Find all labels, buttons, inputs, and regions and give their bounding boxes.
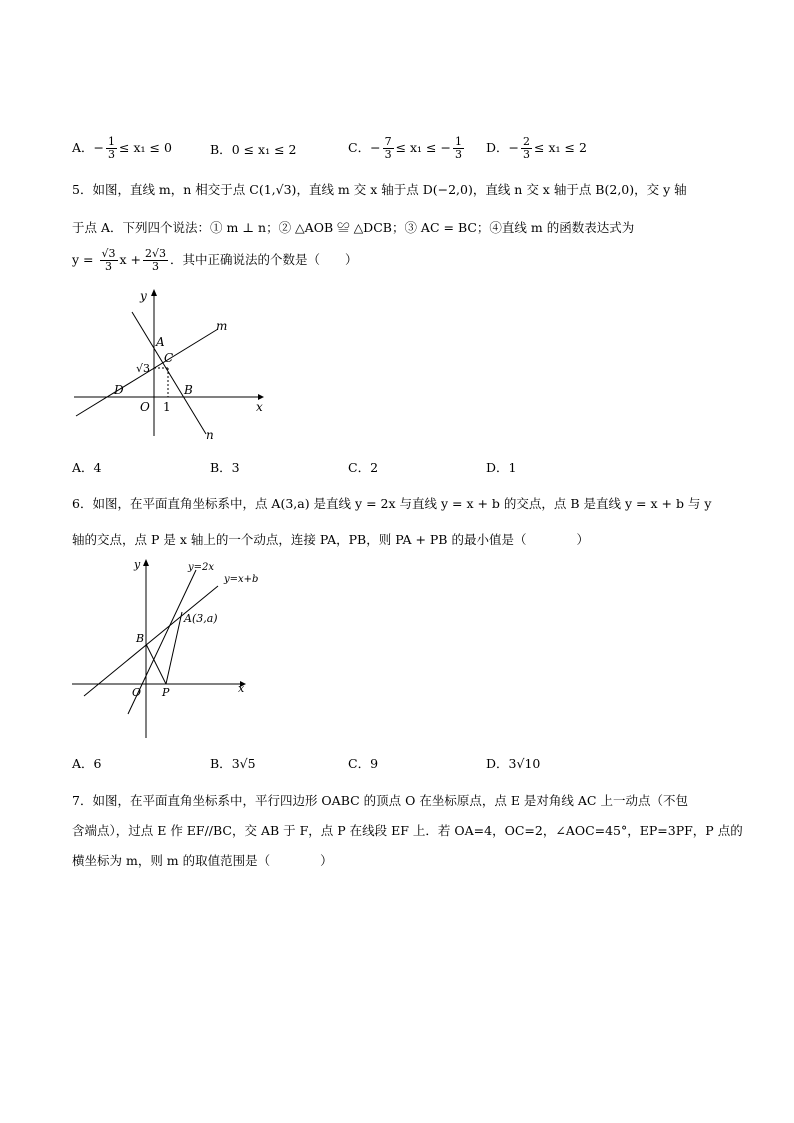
- q6-text-line1: 6．如图，在平面直角坐标系中，点 A(3,a) 是直线 y = 2x 与直线 y = x + b 的交点，点 B 是直线 y = x + b 与 y: [72, 496, 712, 511]
- q5-label-b: B: [184, 383, 193, 397]
- q5-option-b: B．3: [210, 460, 240, 475]
- q4-option-c: C．− $\frac{7}{3}$ ≤ x₁ ≤ − $\frac{1}{3}$: [348, 135, 462, 162]
- q6-label-p: P: [162, 686, 170, 699]
- q6-label-line2: y=x+b: [224, 574, 258, 585]
- q5-label-sqrt3: √3: [136, 362, 151, 375]
- q5-label-n: n: [206, 428, 214, 442]
- q6-figure: [68, 556, 258, 746]
- q6-label-x: x: [238, 682, 245, 695]
- q7-text-line2: 含端点），过点 E 作 EF//BC，交 AB 于 F，点 P 在线段 EF 上．若 OA=4，OC=2，∠AOC=45°，EP=3PF，P 点的: [72, 823, 743, 838]
- q5-label-d: D: [114, 383, 124, 397]
- q6-text-line2: 轴的交点，点 P 是 x 轴上的一个动点，连接 PA，PB，则 PA + PB 的最小值是（ ）: [72, 532, 589, 547]
- q6-label-b: B: [136, 632, 145, 645]
- q5-option-c: C．2: [348, 460, 379, 475]
- q7-text-line1: 7．如图，在平面直角坐标系中，平行四边形 OABC 的顶点 O 在坐标原点，点 E 是对角线 AC 上一动点（不包: [72, 793, 688, 808]
- q6-option-b: B．3√5: [210, 756, 256, 771]
- q4-option-a: A．− $\frac{1}{3}$ ≤ x₁ ≤ 0: [72, 135, 172, 162]
- q4-option-d: D．− $\frac{2}{3}$ ≤ x₁ ≤ 2: [486, 135, 587, 162]
- q5-label-c: C: [164, 351, 174, 365]
- q6-label-o: O: [132, 686, 142, 699]
- q6-option-d: D．3√10: [486, 756, 541, 771]
- q5-option-d: D．1: [486, 460, 517, 475]
- q5-text-line2: 于点 A．下列四个说法：① m ⊥ n；② △AOB ≌ △DCB；③ AC = BC；④直线 m 的函数表达式为: [72, 220, 635, 235]
- q5-label-x: x: [256, 400, 263, 414]
- q5-label-a: A: [156, 335, 165, 349]
- q5-label-y: y: [140, 289, 147, 303]
- q5-option-a: A．4: [72, 460, 102, 475]
- q6-label-a: A(3,a): [184, 612, 218, 625]
- q5-text-line1: 5．如图，直线 m，n 相交于点 C(1,√3)，直线 m 交 x 轴于点 D(−2,0)，直线 n 交 x 轴于点 B(2,0)，交 y 轴: [72, 182, 687, 197]
- q6-label-line1: y=2x: [188, 562, 215, 573]
- q5-label-o: O: [140, 400, 150, 414]
- q7-text-line3: 横坐标为 m，则 m 的取值范围是（ ）: [72, 853, 333, 868]
- q6-option-c: C．9: [348, 756, 379, 771]
- q4-option-b: B．0 ≤ x₁ ≤ 2: [210, 142, 297, 157]
- q5-text-line3: y = $\frac{√3}{3}$ x + $\frac{2√3}{3}$ ．其中正确说法的个数是（ ）: [72, 247, 358, 274]
- q6-label-y: y: [134, 558, 141, 571]
- q6-option-a: A．6: [72, 756, 102, 771]
- q5-figure: [68, 284, 278, 444]
- q5-label-one: 1: [163, 400, 171, 414]
- q5-label-m: m: [216, 319, 228, 333]
